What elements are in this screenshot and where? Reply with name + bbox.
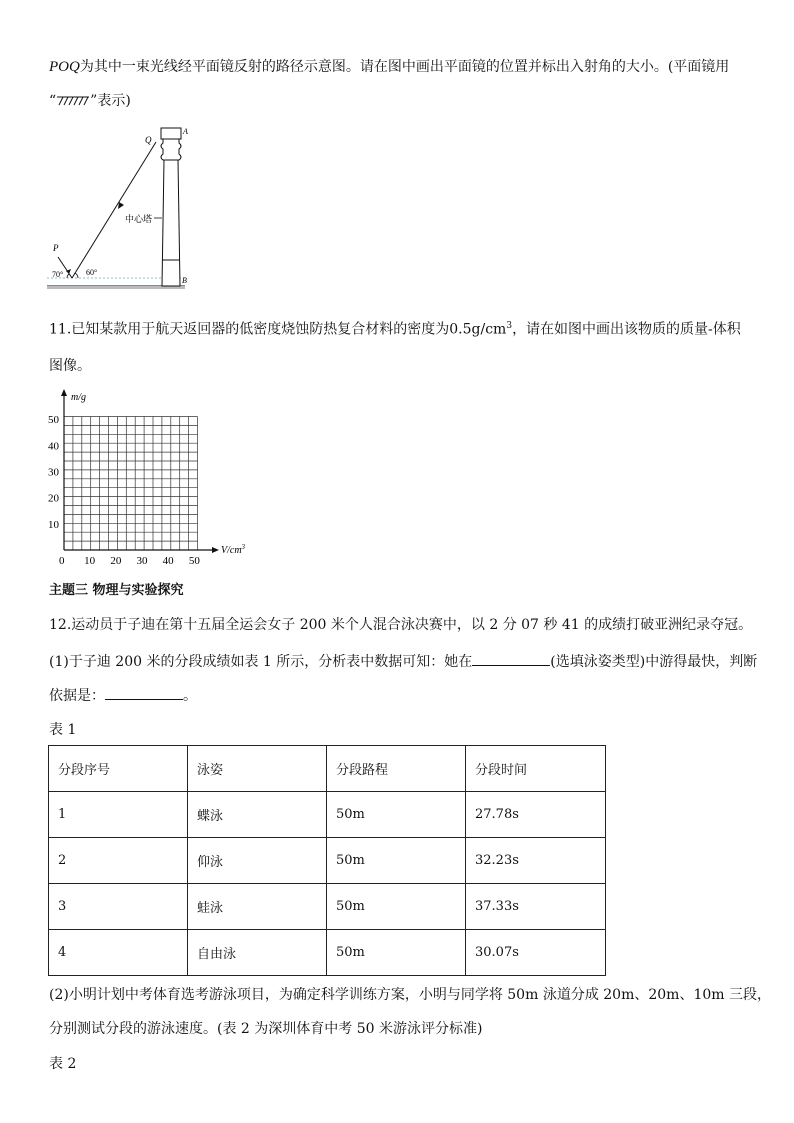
y-tick-label: 40 (48, 440, 59, 453)
angle-arc-70 (67, 274, 69, 278)
table-cell: 4 (49, 930, 188, 976)
reflected-arrow-icon (118, 202, 124, 209)
angle-60-label: 60° (86, 268, 98, 277)
q11-line1-b: ，请在如图中画出该物质的质量-体积 (512, 321, 741, 338)
table-cell: 50m (327, 884, 466, 930)
q12-part2-line2: 分别测试分段的游泳速度。(表 2 为深圳体育中考 50 米游泳评分标准) (49, 1021, 483, 1037)
y-axis-label: m/g (71, 392, 86, 403)
table-cell: 27.78s (466, 792, 606, 838)
close-quote: ”表示) (90, 93, 131, 109)
section3-title: 主题三 物理与实验探究 (49, 583, 184, 598)
table-cell: 自由泳 (188, 930, 327, 976)
tower-label: 中心塔 (125, 214, 153, 224)
y-tick-label: 20 (48, 492, 59, 505)
table-header-cell: 泳姿 (188, 746, 327, 792)
q11-line2: 图像。 (49, 358, 91, 374)
x-tick-label: 10 (84, 555, 96, 567)
label-b: B (182, 276, 187, 285)
table-cell: 30.07s (466, 930, 606, 976)
q11-unit-sup: 3 (506, 321, 513, 331)
q12-part1-line1 (49, 651, 757, 672)
x-tick-label: 20 (110, 555, 122, 567)
table-cell: 32.23s (466, 838, 606, 884)
label-p: P (53, 243, 59, 253)
q11-line1-a: 11.已知某款用于航天返回器的低密度烧蚀防热复合材料的密度为0.5g/cm (49, 321, 507, 338)
table-row (49, 930, 606, 976)
angle-arc-60 (75, 273, 78, 278)
answer-blank-reason[interactable] (105, 685, 183, 700)
table-row (49, 838, 606, 884)
table1-caption: 表 1 (49, 722, 77, 738)
table-cell: 1 (49, 792, 188, 838)
x-tick-label: 50 (188, 555, 200, 567)
open-quote: “ (49, 93, 57, 109)
mass-volume-graph (45, 388, 265, 568)
q12-part1-d: 。 (183, 688, 197, 704)
x-tick-label: 30 (136, 555, 148, 567)
q12-part1-b: (选填泳姿类型)中游得最快，判断 (550, 654, 758, 670)
q12-part1-a: (1)于子迪 200 米的分段成绩如表 1 所示，分析表中数据可知：她在 (49, 654, 473, 670)
table-header-cell: 分段时间 (466, 746, 606, 792)
table-header-cell: 分段序号 (49, 746, 188, 792)
q12-part2-line1: (2)小明计划中考体育选考游泳项目，为确定科学训练方案，小明与同学将 50m 泳道分成 20m、20m、10m 三段， (49, 987, 771, 1003)
y-tick-label: 50 (48, 414, 59, 427)
q10-line2 (49, 91, 131, 111)
table-cell: 37.33s (466, 884, 606, 930)
y-tick-labels (48, 414, 60, 531)
table-row (49, 884, 606, 930)
table2-caption: 表 2 (49, 1056, 77, 1072)
q12-intro: 12.运动员于子迪在第十五届全运会女子 200 米个人混合泳决赛中，以 2 分 07 秒 41 的成绩打破亚洲纪录夺冠。 (49, 617, 753, 633)
reflected-ray (72, 142, 156, 278)
table-cell: 蝶泳 (188, 792, 327, 838)
table-header-row (49, 746, 606, 792)
table-cell: 50m (327, 930, 466, 976)
x-axis-label: $V/cm^3$ (221, 543, 246, 556)
table-cell: 50m (327, 792, 466, 838)
q10-line1 (49, 57, 729, 77)
table-row (49, 792, 606, 838)
table-cell: 蛙泳 (188, 884, 327, 930)
table1 (48, 745, 606, 976)
angle-70-label: 70° (52, 270, 64, 279)
y-tick-label: 30 (48, 466, 59, 479)
q12-part1-c: 依据是： (49, 688, 105, 704)
table-cell: 3 (49, 884, 188, 930)
table-header-cell: 分段路程 (327, 746, 466, 792)
table-cell: 2 (49, 838, 188, 884)
x-tick-labels (59, 555, 200, 567)
table-cell: 50m (327, 838, 466, 884)
q10-line1-text: 为其中一束光线经平面镜反射的路径示意图。请在图中画出平面镜的位置并标出入射角的大小。(平面镜用 (79, 59, 730, 75)
x-tick-label: 0 (59, 555, 65, 567)
q10-tower-figure (45, 120, 205, 295)
x-tick-label: 40 (162, 555, 174, 567)
x-axis-arrow-icon (212, 547, 219, 553)
graph-grid (64, 417, 198, 551)
answer-blank-stroke[interactable] (472, 651, 550, 666)
y-axis-arrow-icon (61, 389, 67, 396)
table-cell: 仰泳 (188, 838, 327, 884)
label-q: Q (145, 135, 152, 145)
y-tick-label: 10 (48, 518, 59, 531)
label-a: A (183, 127, 188, 136)
central-tower (161, 128, 181, 286)
mirror-symbol-icon (56, 96, 90, 106)
q10-var-poq: POQ (49, 59, 80, 75)
q12-part1-line2 (49, 685, 197, 706)
q11-line1 (49, 316, 741, 340)
